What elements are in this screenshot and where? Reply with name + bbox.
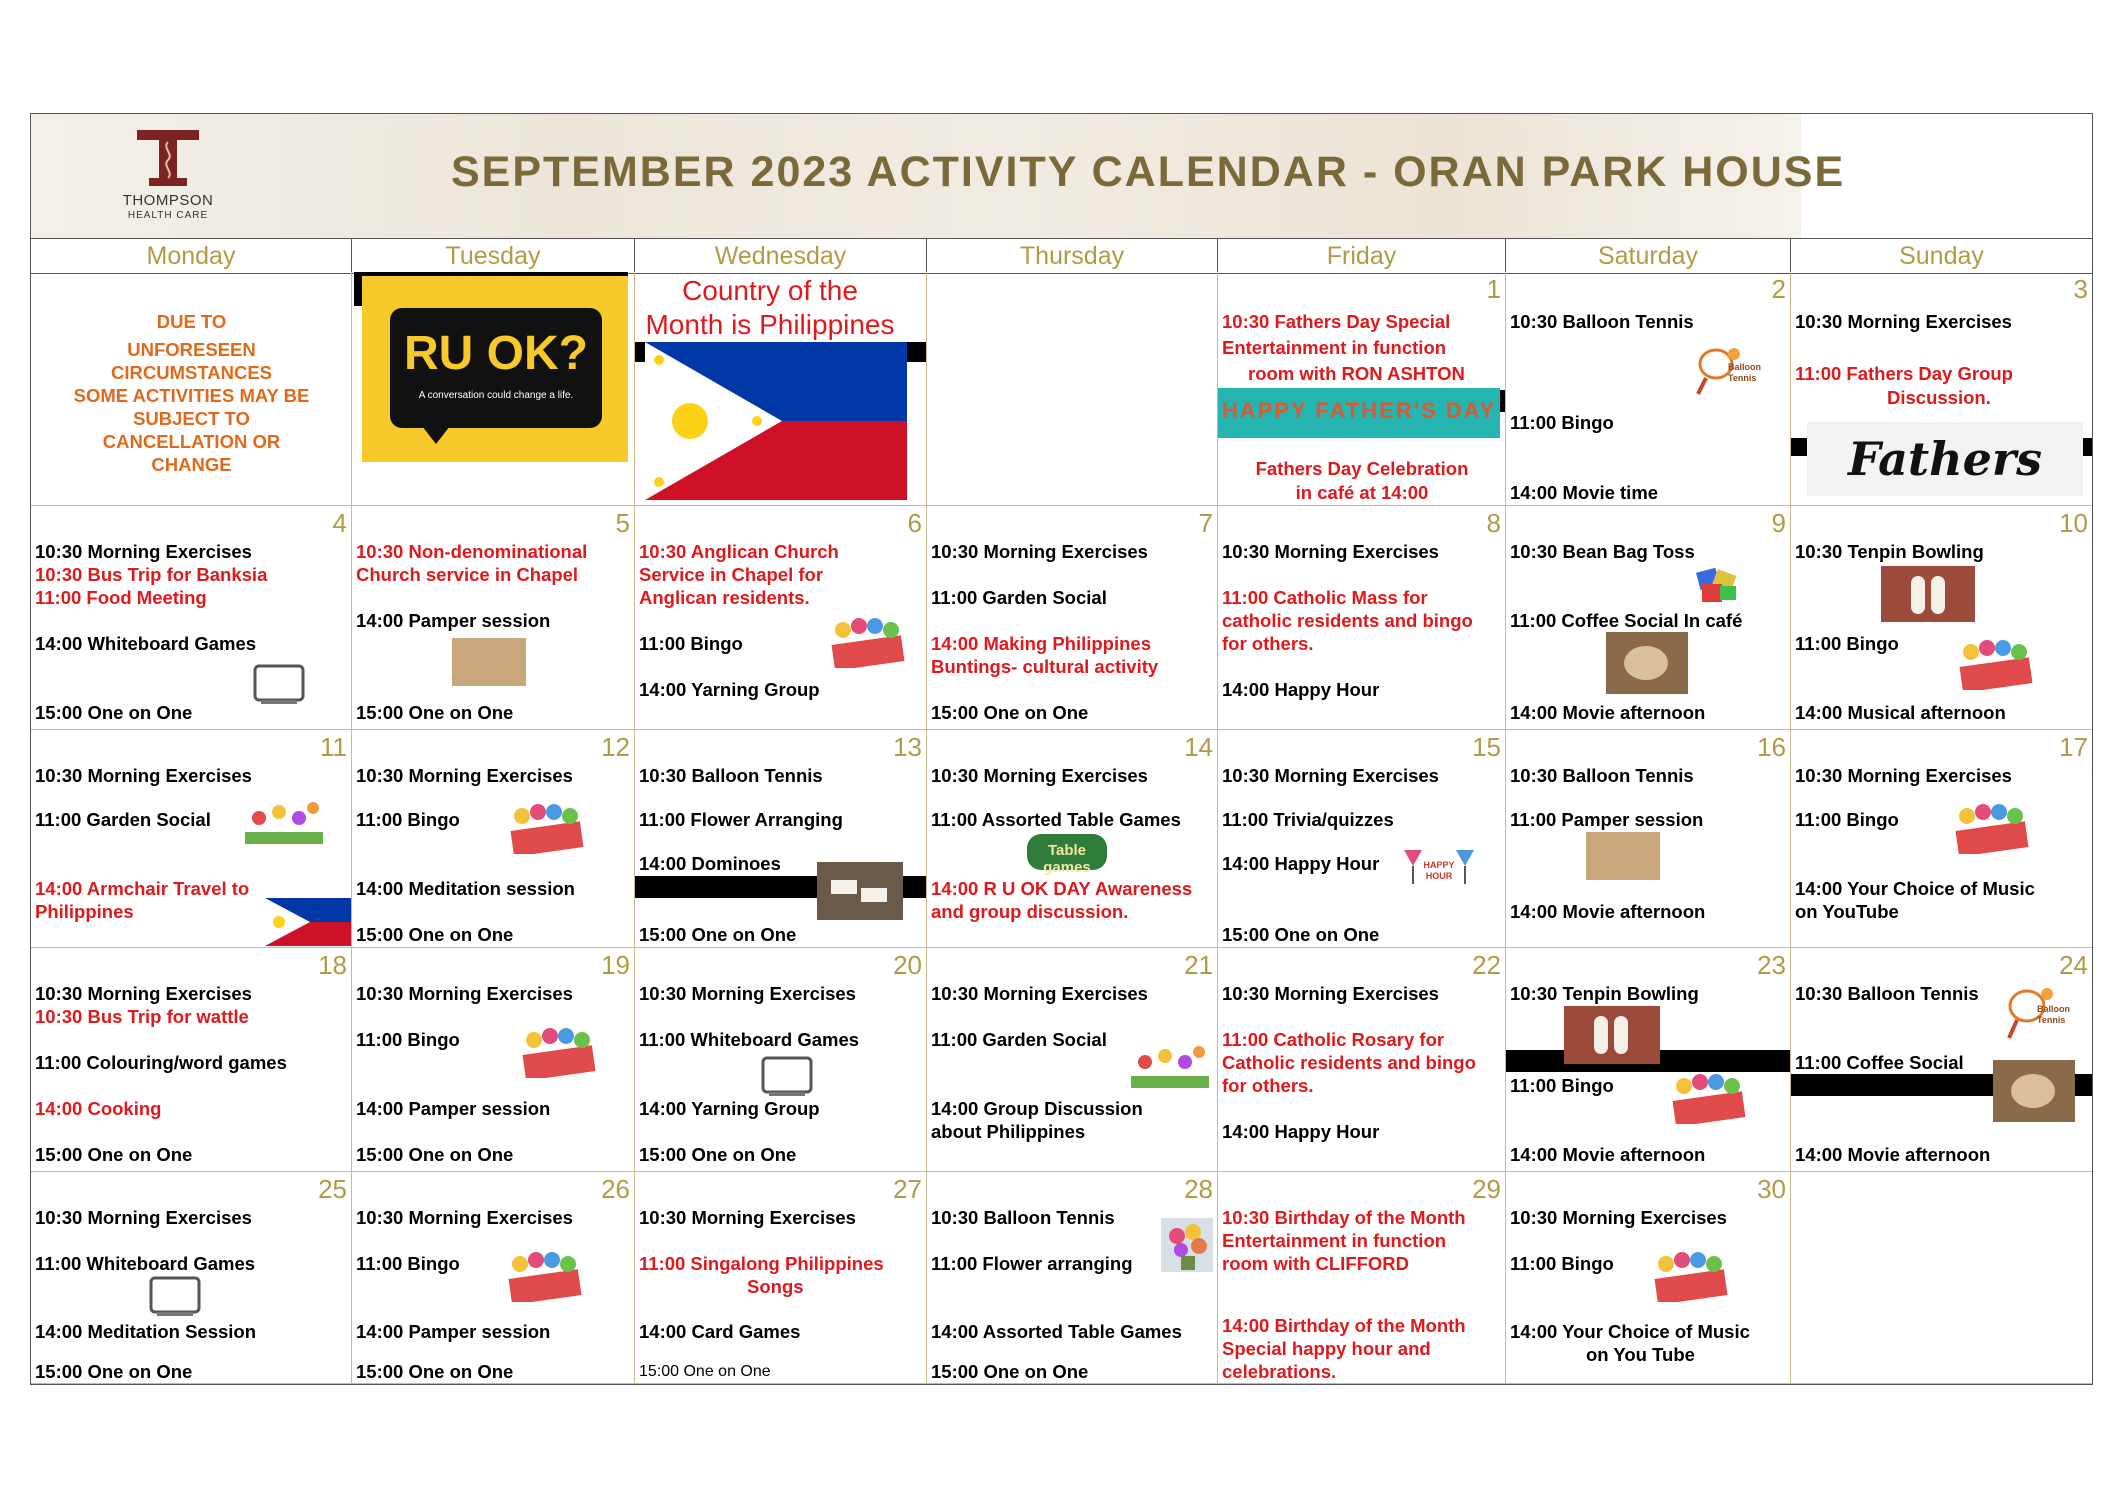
day-number: 30 [1757, 1174, 1786, 1204]
fathers-day-banner [1218, 388, 1500, 438]
bowling-pin [1911, 576, 1925, 614]
event-text: 15:00 One on One [639, 924, 797, 945]
event-text: 10:30 Morning Exercises [356, 765, 573, 786]
fathers-day-logo [1807, 422, 2083, 496]
ruok-cell [352, 272, 635, 506]
event-text: 11:00 Bingo [356, 1253, 460, 1274]
coffee-image [1993, 1060, 2075, 1122]
day-cell-8 [1218, 506, 1506, 730]
event-text: 10:30 Morning Exercises [356, 983, 573, 1004]
event-text: 15:00 One on One [356, 702, 514, 723]
event-text: 14:00 R U OK DAY Awareness [931, 878, 1193, 899]
day-cell-14 [927, 730, 1218, 948]
event-text: Discussion. [1887, 387, 1991, 408]
calendar-frame [30, 113, 2093, 1385]
event-text: 10:30 Morning Exercises [1222, 541, 1439, 562]
event-text: Buntings- cultural activity [931, 656, 1159, 677]
event-text: 14:00 Your Choice of Music [1510, 1321, 1750, 1342]
event-text: 14:00 Pamper session [356, 1321, 551, 1342]
bowling-pin [1931, 576, 1945, 614]
weekday-saturday: Saturday [1506, 239, 1791, 273]
weekday-friday: Friday [1218, 239, 1506, 273]
event-text: room with RON ASHTON [1248, 363, 1465, 384]
event-text: 11:00 Whiteboard Games [35, 1253, 256, 1274]
event-text: 11:00 Catholic Mass for [1222, 587, 1428, 608]
calendar-grid [31, 272, 2092, 1384]
event-text: 10:30 Morning Exercises [35, 983, 252, 1004]
day-number: 23 [1757, 950, 1786, 980]
day-number: 22 [1472, 950, 1501, 980]
event-text: 10:30 Morning Exercises [1795, 311, 2012, 332]
domino [861, 888, 887, 902]
event-text: room with CLIFFORD [1222, 1253, 1410, 1274]
day-cell-1 [1218, 272, 1506, 506]
event-text: 15:00 One on One [35, 1361, 193, 1382]
ruok-bubble [390, 308, 602, 428]
notice-line: CHANGE [151, 454, 232, 475]
weekday-thursday: Thursday [927, 239, 1218, 273]
day-number: 9 [1771, 508, 1786, 538]
day-number: 26 [601, 1174, 630, 1204]
event-text: 10:30 Balloon Tennis [1510, 765, 1694, 786]
event-text: 15:00 One on One [35, 1144, 193, 1165]
day-cell-6 [635, 506, 927, 730]
event-text: Philippines [35, 901, 134, 922]
philippines-flag-icon [265, 898, 351, 946]
event-text: 14:00 Happy Hour [1222, 679, 1380, 700]
event-text: 11:00 Colouring/word games [35, 1052, 287, 1073]
event-text: 10:30 Balloon Tennis [1510, 311, 1694, 332]
event-text: 14:00 Movie afternoon [1510, 1144, 1706, 1165]
day-number: 17 [2059, 732, 2088, 762]
weekday-tuesday: Tuesday [352, 239, 635, 273]
page-title: SEPTEMBER 2023 ACTIVITY CALENDAR - ORAN PARK HOUSE [451, 148, 1846, 196]
event-text: 11:00 Coffee Social In café [1510, 610, 1743, 631]
balloon-tennis-image [1694, 342, 1766, 398]
day-number: 13 [893, 732, 922, 762]
weekday-wednesday: Wednesday [635, 239, 927, 273]
day-number: 8 [1486, 508, 1501, 538]
event-text: 14:00 Movie afternoon [1510, 702, 1706, 723]
day-number: 14 [1184, 732, 1213, 762]
event-text: 14:00 Movie afternoon [1795, 1144, 1991, 1165]
balloon-tennis-image [2003, 982, 2075, 1042]
day-cell-18 [31, 948, 352, 1172]
bowling-pin [1614, 1016, 1628, 1054]
event-text: 10:30 Balloon Tennis [931, 1207, 1115, 1228]
country-line2: Month is Philippines [645, 309, 895, 340]
bowling-image [1881, 566, 1975, 622]
event-text: 11:00 Food Meeting [35, 587, 207, 608]
event-text: 14:00 Meditation session [356, 878, 575, 899]
whiteboard-icon [761, 1056, 813, 1100]
day-cell-9 [1506, 506, 1791, 730]
event-text: 11:00 Garden Social [35, 809, 211, 830]
day-cell-21 [927, 948, 1218, 1172]
event-text: about Philippines [931, 1121, 1086, 1142]
event-text: 10:30 Bus Trip for Banksia [35, 564, 268, 585]
day-cell-24 [1791, 948, 2092, 1172]
event-text: 11:00 Garden Social [931, 1029, 1107, 1050]
day-number: 19 [601, 950, 630, 980]
event-text: 14:00 Card Games [639, 1321, 801, 1342]
event-text: 14:00 Happy Hour [1222, 853, 1380, 874]
notice-line: CIRCUMSTANCES [110, 362, 273, 383]
event-text: 15:00 One on One [931, 1361, 1089, 1382]
table-games-label: Table games [1043, 842, 1091, 876]
bingo-icon [1646, 1252, 1734, 1302]
day-number: 20 [893, 950, 922, 980]
event-text: 10:30 Tenpin Bowling [1795, 541, 1984, 562]
event-text: 15:00 One on One [1222, 924, 1380, 945]
day-cell-2 [1506, 272, 1791, 506]
event-text: 14:00 Yarning Group [639, 1098, 820, 1119]
event-text: 10:30 Morning Exercises [1222, 983, 1439, 1004]
weekday-header [31, 238, 2092, 274]
event-text: 11:00 Bingo [639, 633, 743, 654]
fathers-banner-text: HAPPY FATHER'S DAY [1221, 398, 1497, 423]
event-text: 14:00 Group Discussion [931, 1098, 1143, 1119]
day-cell-11 [31, 730, 352, 948]
event-text: on YouTube [1795, 901, 1899, 922]
ruok-bubble-tail [422, 426, 450, 444]
event-text: and group discussion. [931, 901, 1129, 922]
day-number: 5 [615, 508, 630, 538]
day-number: 12 [601, 732, 630, 762]
ruok-image [362, 276, 628, 462]
garden-icon [1131, 1038, 1209, 1088]
day-number: 1 [1486, 274, 1501, 304]
event-text: Entertainment in function [1222, 1230, 1447, 1251]
event-text: 11:00 Flower Arranging [639, 809, 843, 830]
event-text: 15:00 One on One [356, 1144, 514, 1165]
notice-line: CANCELLATION OR [102, 431, 281, 452]
event-text: Fathers Day Celebration [1255, 458, 1469, 479]
bowling-pin [1594, 1016, 1608, 1054]
day-number: 15 [1472, 732, 1501, 762]
day-cell-10 [1791, 506, 2092, 730]
table-games-image [1027, 834, 1107, 876]
coffee-cup [1624, 646, 1668, 680]
day-number: 3 [2073, 274, 2088, 304]
event-text: 14:00 Assorted Table Games [931, 1321, 1182, 1342]
day-number: 25 [318, 1174, 347, 1204]
whiteboard-icon [253, 664, 305, 708]
event-text: 11:00 Fathers Day Group [1795, 363, 2013, 384]
day-cell-5 [352, 506, 635, 730]
day-number: 7 [1198, 508, 1213, 538]
event-text: 11:00 Pamper session [1510, 809, 1704, 830]
event-text: 15:00 One on One [639, 1144, 797, 1165]
event-text: 14:00 Dominoes [639, 853, 781, 874]
day-cell-12 [352, 730, 635, 948]
event-text: 14:00 Your Choice of Music [1795, 878, 2035, 899]
day-cell-25 [31, 1172, 352, 1384]
event-text: 10:30 Morning Exercises [1795, 765, 2012, 786]
bingo-icon [1951, 640, 2039, 690]
event-text: 14:00 Musical afternoon [1795, 702, 2006, 723]
event-text: 14:00 Yarning Group [639, 679, 820, 700]
weekday-sunday: Sunday [1899, 242, 1984, 270]
event-text: 10:30 Morning Exercises [931, 983, 1148, 1004]
event-text: 14:00 Pamper session [356, 1098, 551, 1119]
day-cell-7 [927, 506, 1218, 730]
event-text: 14:00 Happy Hour [1222, 1121, 1380, 1142]
event-text: 10:30 Balloon Tennis [1795, 983, 1979, 1004]
country-line1: Country of the [682, 275, 858, 306]
event-text: 10:30 Anglican Church [639, 541, 839, 562]
event-text: 14:00 Pamper session [356, 610, 551, 631]
country-text [635, 274, 905, 342]
event-text: 11:00 Bingo [1510, 1253, 1614, 1274]
day-cell-23 [1506, 948, 1791, 1172]
event-text: 11:00 Bingo [1795, 809, 1899, 830]
day-number: 2 [1771, 274, 1786, 304]
flower-arranging-image [1161, 1218, 1213, 1272]
event-text: 14:00 Movie time [1510, 482, 1659, 503]
empty-cell [1791, 1172, 2092, 1384]
day-number: 4 [332, 508, 347, 538]
balloon-image-label: Balloon Tennis [1728, 362, 1761, 383]
event-text: 10:30 Balloon Tennis [639, 765, 823, 786]
ruok-tagline: A conversation could change a life. [418, 390, 574, 401]
event-text: 15:00 One on One [35, 702, 193, 723]
day-cell-3 [1791, 272, 2092, 506]
bingo-icon [514, 1028, 602, 1078]
day-cell-28 [927, 1172, 1218, 1384]
event-text: 14:00 Cooking [35, 1098, 162, 1119]
event-text: Entertainment in function [1222, 337, 1447, 358]
event-text: 10:30 Morning Exercises [931, 765, 1148, 786]
ruok-title: RU OK? [404, 327, 588, 380]
event-text: Service in Chapel for [639, 564, 824, 585]
domino [831, 880, 857, 894]
event-text: 11:00 Bingo [356, 809, 460, 830]
day-cell-22 [1218, 948, 1506, 1172]
day-cell-29 [1218, 1172, 1506, 1384]
garden-icon [245, 794, 323, 844]
thompson-logo [93, 128, 243, 228]
notice-cell [31, 272, 352, 506]
weekday-monday: Monday [31, 239, 352, 273]
bingo-icon [1664, 1074, 1752, 1124]
event-text: 10:30 Bean Bag Toss [1510, 541, 1695, 562]
coffee-cup [2011, 1074, 2055, 1108]
event-text: 10:30 Fathers Day Special [1222, 311, 1451, 332]
event-text: 10:30 Morning Exercises [931, 541, 1148, 562]
day-cell-26 [352, 1172, 635, 1384]
day-number: 11 [320, 732, 347, 762]
logo-name: THOMPSON [122, 192, 214, 209]
day-cell-17 [1791, 730, 2092, 948]
event-text: Songs [747, 1276, 804, 1297]
balloon-image-label: Balloon Tennis [2037, 1004, 2070, 1025]
event-text: 10:30 Non-denominational [356, 541, 588, 562]
bingo-icon [500, 1252, 588, 1302]
coffee-image [1606, 632, 1688, 694]
fathers-logo-text: Fathers [1847, 432, 2043, 486]
event-text: 14:00 Whiteboard Games [35, 633, 257, 654]
notice-line: SOME ACTIVITIES MAY BE [73, 385, 310, 406]
event-text: 11:00 Bingo [356, 1029, 460, 1050]
day-number: 27 [893, 1174, 922, 1204]
empty-cell [927, 272, 1218, 506]
event-text: 15:00 One on One [356, 1361, 514, 1382]
day-number: 18 [318, 950, 347, 980]
event-text: Special happy hour and [1222, 1338, 1431, 1359]
day-cell-4 [31, 506, 352, 730]
event-text: 11:00 Flower arranging [931, 1253, 1133, 1274]
event-text: 11:00 Assorted Table Games [931, 809, 1181, 830]
day-number: 21 [1184, 950, 1213, 980]
event-text: 10:30 Morning Exercises [1510, 1207, 1727, 1228]
event-text: Anglican residents. [639, 587, 810, 608]
calendar-header [31, 114, 2092, 238]
notice-text [31, 310, 352, 476]
dominoes-image [817, 862, 903, 920]
day-number: 6 [907, 508, 922, 538]
event-text: 14:00 Meditation Session [35, 1321, 257, 1342]
event-text: for others. [1222, 633, 1314, 654]
philippines-flag-icon [645, 342, 907, 500]
day-cell-27 [635, 1172, 927, 1384]
day-cell-16 [1506, 730, 1791, 948]
event-text: 11:00 Garden Social [931, 587, 1107, 608]
event-text: 15:00 One on One [356, 924, 514, 945]
bingo-icon [823, 618, 911, 668]
day-cell-15 [1218, 730, 1506, 948]
thompson-t-icon [135, 128, 201, 188]
notice-line: UNFORESEEN [127, 339, 256, 360]
day-number: 10 [2059, 508, 2088, 538]
event-text: 14:00 Birthday of the Month [1222, 1315, 1466, 1336]
event-text: 15:00 One on One [639, 1363, 771, 1380]
event-text: 14:00 Armchair Travel to [35, 878, 250, 899]
country-cell [635, 272, 927, 506]
event-text: 15:00 One on One [931, 702, 1089, 723]
event-text: 11:00 Trivia/quizzes [1222, 809, 1394, 830]
event-text: 10:30 Bus Trip for wattle [35, 1006, 249, 1027]
day-number: 24 [2059, 950, 2088, 980]
event-text: 11:00 Coffee Social [1795, 1052, 1964, 1073]
event-text: 11:00 Whiteboard Games [639, 1029, 860, 1050]
day-cell-30 [1506, 1172, 1791, 1384]
event-text: for others. [1222, 1075, 1314, 1096]
day-number: 28 [1184, 1174, 1213, 1204]
bingo-icon [502, 804, 590, 854]
day-number: 16 [1757, 732, 1786, 762]
happy-hour-label: HAPPY HOUR [1423, 860, 1455, 881]
bean-bag-icon [1692, 566, 1742, 606]
day-cell-19 [352, 948, 635, 1172]
event-text: 10:30 Morning Exercises [639, 1207, 856, 1228]
day-cell-20 [635, 948, 927, 1172]
happy-hour-image [1400, 844, 1478, 892]
notice-line: DUE TO [156, 311, 227, 332]
event-text: celebrations. [1222, 1361, 1337, 1382]
event-text: Catholic residents and bingo [1222, 1052, 1476, 1073]
logo-subtitle: HEALTH CARE [127, 210, 209, 221]
whiteboard-icon [149, 1276, 201, 1320]
event-text: in café at 14:00 [1295, 482, 1429, 503]
event-text: 10:30 Morning Exercises [356, 1207, 573, 1228]
event-text: 14:00 Movie afternoon [1510, 901, 1706, 922]
event-text: 10:30 Tenpin Bowling [1510, 983, 1699, 1004]
event-text: 11:00 Catholic Rosary for [1222, 1029, 1445, 1050]
bingo-icon [1947, 804, 2035, 854]
event-text: 11:00 Bingo [1795, 633, 1899, 654]
event-text: catholic residents and bingo [1222, 610, 1473, 631]
event-text: 10:30 Morning Exercises [639, 983, 856, 1004]
pamper-image [452, 638, 526, 686]
bowling-image [1564, 1006, 1660, 1064]
notice-line: SUBJECT TO [133, 408, 250, 429]
event-text: 11:00 Singalong Philippines [639, 1253, 884, 1274]
event-text: Church service in Chapel [356, 564, 579, 585]
event-text: 10:30 Morning Exercises [35, 1207, 252, 1228]
event-text: 10:30 Morning Exercises [35, 541, 252, 562]
day-number: 29 [1472, 1174, 1501, 1204]
flower-icon [1161, 1218, 1213, 1272]
event-text: 11:00 Bingo [1510, 1075, 1614, 1096]
pamper-image [1586, 832, 1660, 880]
event-text: 10:30 Morning Exercises [1222, 765, 1439, 786]
event-text: 11:00 Bingo [1510, 412, 1614, 433]
event-text: 10:30 Morning Exercises [35, 765, 252, 786]
event-text: on You Tube [1586, 1344, 1695, 1365]
day-cell-13 [635, 730, 927, 948]
event-text: 10:30 Birthday of the Month [1222, 1207, 1466, 1228]
event-text: 14:00 Making Philippines [931, 633, 1152, 654]
